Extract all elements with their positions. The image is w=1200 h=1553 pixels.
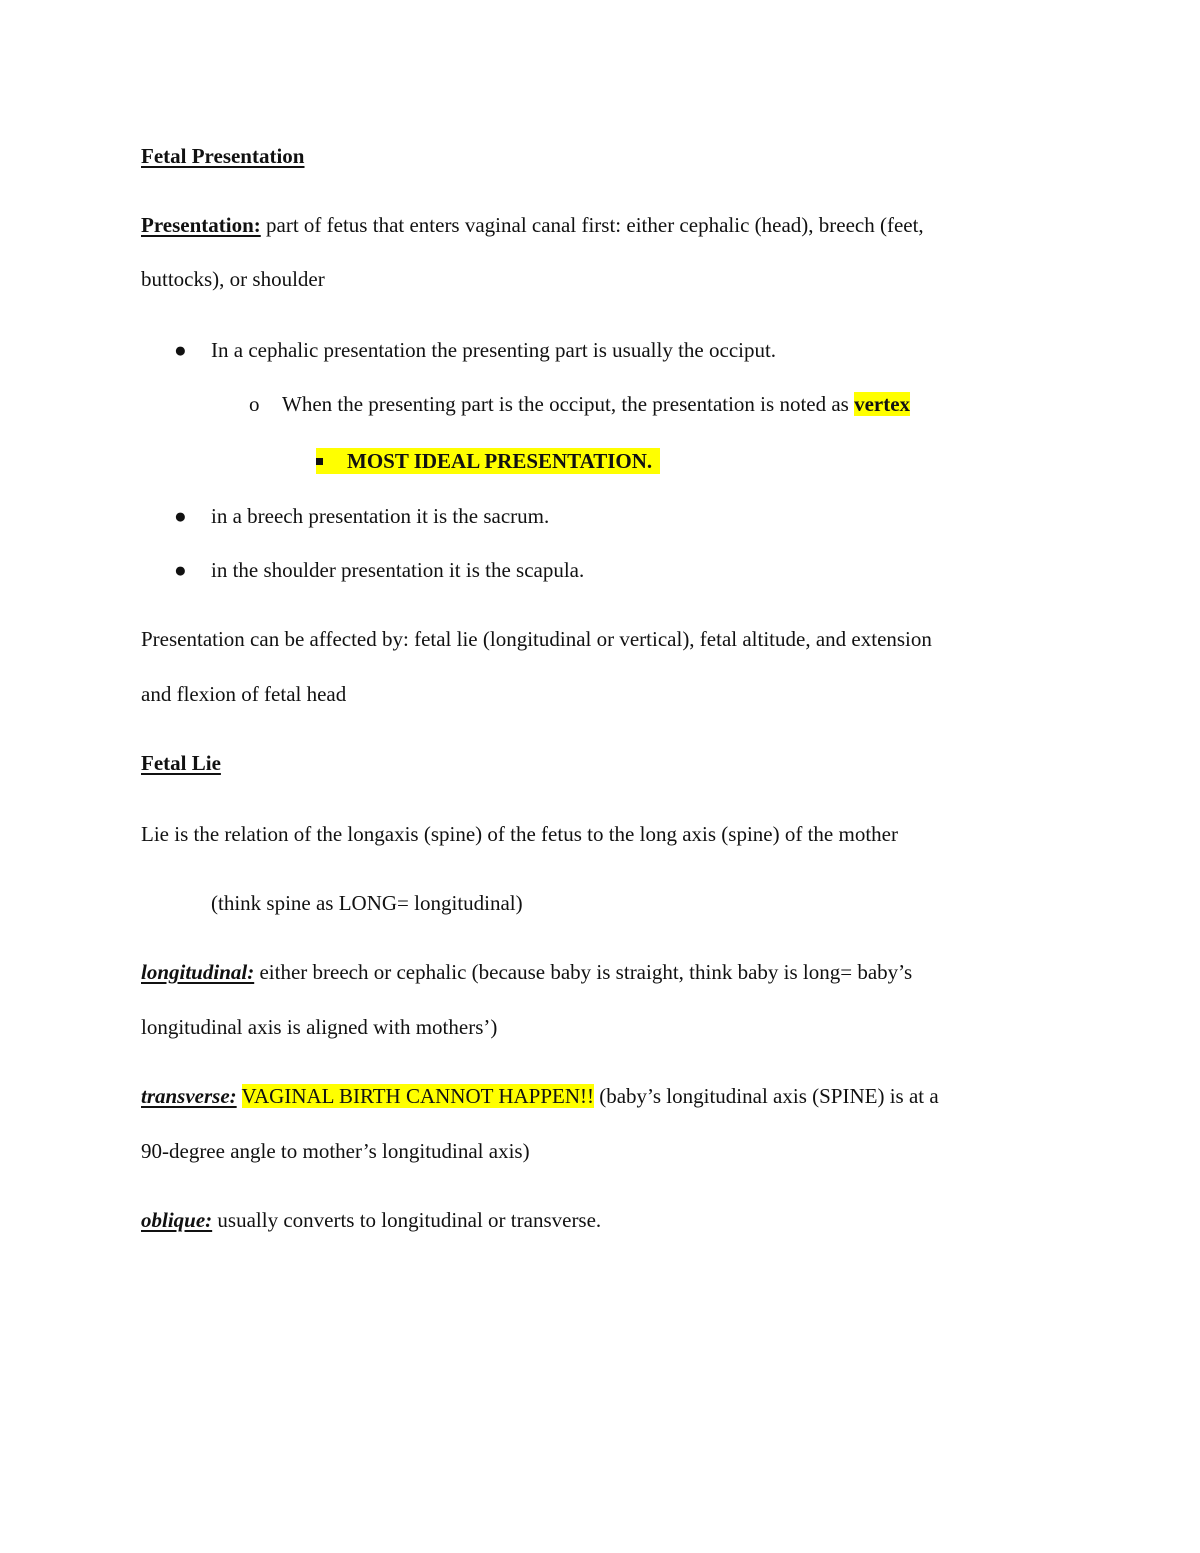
bullet-shoulder: in the shoulder presentation it is the scapula. (211, 558, 585, 582)
ideal-presentation-text: MOST IDEAL PRESENTATION. (347, 449, 653, 473)
square-bullet-icon (316, 458, 323, 465)
affected-line-1: Presentation can be affected by: fetal lie (longitudinal or vertical), fetal altitude, and extension (141, 627, 932, 651)
bullet-marker: ● (174, 504, 187, 528)
sub-bullet-text: When the presenting part is the occiput, the presentation is noted as (282, 392, 855, 416)
vertex-highlight: vertex (854, 392, 911, 416)
presentation-definition-line-2: buttocks), or shoulder (141, 267, 325, 291)
presentation-term: Presentation: (141, 213, 261, 237)
bullet-cephalic: In a cephalic presentation the presenting part is usually the occiput. (211, 338, 777, 362)
affected-line-2: and flexion of fetal head (141, 682, 347, 706)
longitudinal-line-1 (141, 959, 912, 985)
presentation-definition-line-1 (141, 212, 924, 238)
oblique-term: oblique: (141, 1208, 213, 1232)
longitudinal-line-2: longitudinal axis is aligned with mothers’) (141, 1015, 498, 1039)
longitudinal-text-1: either breech or cephalic (because baby is straight, think baby is long= baby’s (254, 960, 913, 984)
longitudinal-term: longitudinal: (141, 960, 255, 984)
transverse-highlight: VAGINAL BIRTH CANNOT HAPPEN!! (241, 1084, 594, 1108)
transverse-line-2: 90-degree angle to mother’s longitudinal axis) (141, 1139, 530, 1163)
lie-note: (think spine as LONG= longitudinal) (211, 891, 523, 915)
lie-definition: Lie is the relation of the longaxis (spine) of the fetus to the long axis (spine) of the mother (141, 822, 898, 846)
sub-sub-bullet-ideal (316, 448, 660, 474)
bullet-marker: ● (174, 338, 187, 362)
sub-bullet-vertex (282, 391, 910, 417)
transverse-text-1: (baby’s longitudinal axis (SPINE) is at a (593, 1084, 939, 1108)
oblique-text: usually converts to longitudinal or transverse. (212, 1208, 602, 1232)
presentation-text-1: part of fetus that enters vaginal canal first: either cephalic (head), breech (feet, (260, 213, 924, 237)
heading-fetal-lie: Fetal Lie (141, 751, 221, 775)
bullet-marker: ● (174, 558, 187, 582)
heading-fetal-presentation: Fetal Presentation (141, 144, 305, 168)
bullet-breech: in a breech presentation it is the sacrum. (211, 504, 550, 528)
transverse-term: transverse: (141, 1084, 237, 1108)
transverse-line-1 (141, 1083, 939, 1109)
sub-bullet-marker: o (249, 392, 260, 416)
oblique-line (141, 1207, 601, 1233)
